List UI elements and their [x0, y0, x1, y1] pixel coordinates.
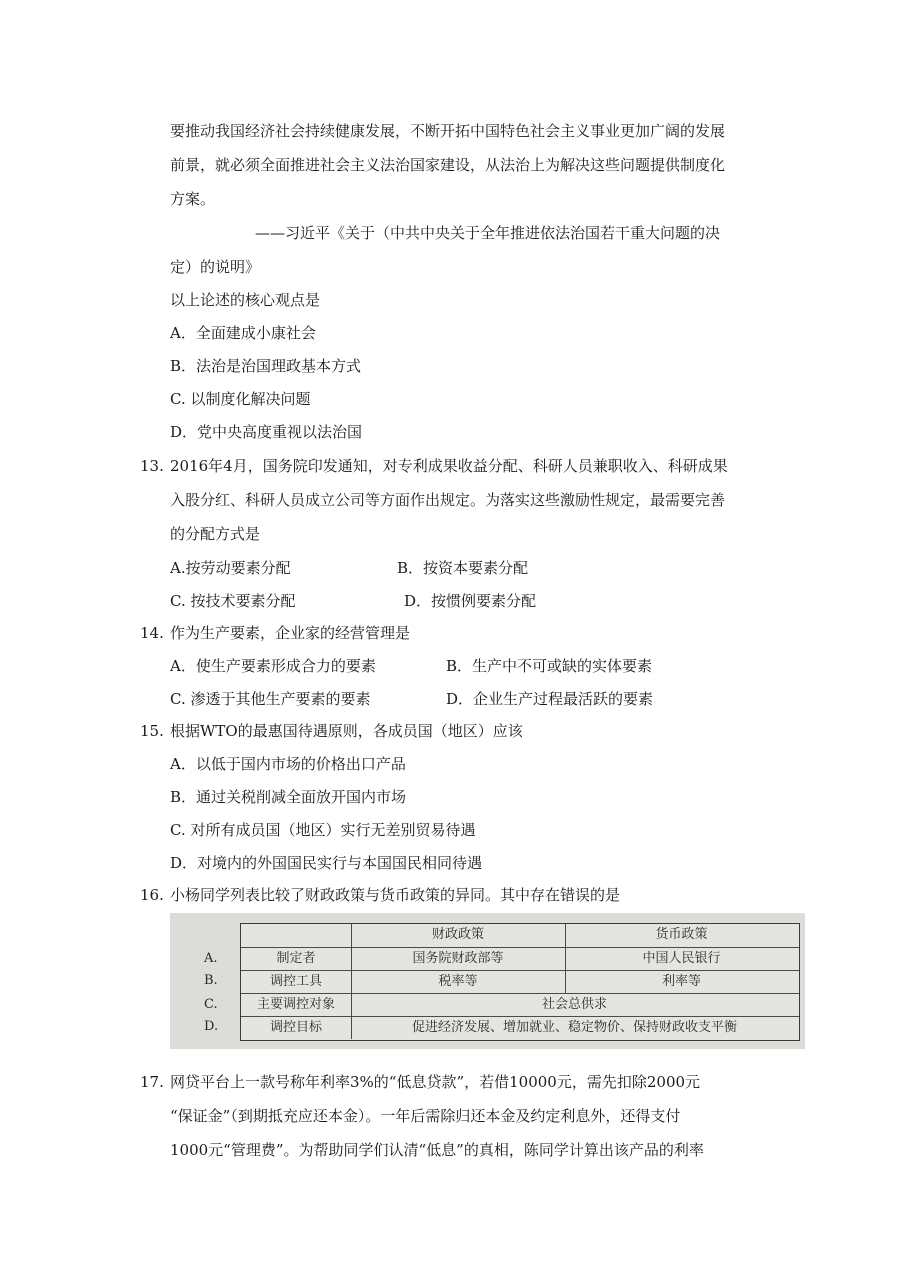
- q14-option-c: C. 渗透于其他生产要素的要素: [170, 690, 371, 708]
- question-12-stem: 以上论述的核心观点是: [170, 291, 321, 309]
- intro-line-1: 要推动我国经济社会持续健康发展，不断开拓中国特色社会主义事业更加广阔的发展: [170, 122, 726, 140]
- table-option-letters: [170, 913, 240, 1049]
- quote-source-line-1: ——习近平《关于（中共中央关于全年推进依法治国若干重大问题的决: [255, 224, 721, 242]
- table-cell-label: 制定者: [276, 951, 316, 966]
- table-row-tools: [241, 970, 799, 993]
- q12-option-b: B．法治是治国理政基本方式: [170, 357, 362, 375]
- quote-source-line-2: 定）的说明》: [170, 258, 261, 276]
- question-15-stem: 根据WTO的最惠国待遇原则，各成员国（地区）应该: [170, 722, 523, 740]
- question-13-line-1: 2016年4月，国务院印发通知，对专利成果收益分配、科研人员兼职收入、科研成果: [170, 457, 728, 475]
- table-letter-d: D.: [204, 1019, 219, 1034]
- question-13-line-3: 的分配方式是: [170, 525, 261, 543]
- q15-option-d: D．对境内的外国国民实行与本国国民相同待遇: [170, 854, 483, 872]
- table-row-target: [241, 993, 799, 1016]
- table-row-maker: [241, 947, 799, 970]
- question-17-number: 17.: [140, 1073, 164, 1091]
- table-header-fiscal: 财政政策: [431, 927, 484, 942]
- q12-option-c: C. 以制度化解决问题: [170, 390, 311, 408]
- table-letter-b: B.: [204, 973, 218, 988]
- table-header-row: [241, 924, 799, 947]
- question-17-line-2: “保证金”（到期抵充应还本金）。一年后需除归还本金及约定利息外，还得支付: [170, 1107, 681, 1125]
- table-cell-fiscal: 税率等: [438, 974, 478, 989]
- question-13-number: 13.: [140, 457, 164, 475]
- table-header-empty: [241, 924, 351, 947]
- table-divider: [565, 924, 566, 993]
- q12-option-d: D．党中央高度重视以法治国: [170, 423, 363, 441]
- question-14-stem: 作为生产要素，企业家的经营管理是: [170, 624, 411, 642]
- table-cell-label: 调控目标: [269, 1020, 322, 1035]
- table-divider: [351, 924, 352, 1039]
- question-17-line-3: 1000元“管理费”。为帮助同学们认清“低息”的真相，陈同学计算出该产品的利率: [170, 1141, 704, 1159]
- q14-option-a: A．使生产要素形成合力的要素: [170, 657, 376, 675]
- question-16-stem: 小杨同学列表比较了财政政策与货币政策的异同。其中存在错误的是: [170, 886, 621, 904]
- question-17-line-1: 网贷平台上一款号称年利率3%的“低息贷款”，若借10000元，需先扣除2000元: [170, 1073, 701, 1091]
- q15-option-b: B．通过关税削减全面放开国内市场: [170, 788, 407, 806]
- table-letter-a: A.: [204, 951, 218, 966]
- policy-comparison-table: [240, 923, 800, 1041]
- policy-comparison-table-image: [170, 913, 805, 1049]
- q13-option-c: C. 按技术要素分配: [170, 592, 296, 610]
- table-cell-merged: 促进经济发展、增加就业、稳定物价、保持财政收支平衡: [411, 1020, 737, 1035]
- question-16-number: 16.: [140, 886, 164, 904]
- table-letter-c: C.: [204, 997, 218, 1012]
- q12-option-a: A．全面建成小康社会: [170, 324, 316, 342]
- table-header-monetary: 货币政策: [655, 927, 708, 942]
- question-13-line-2: 入股分红、科研人员成立公司等方面作出规定。为落实这些激励性规定，最需要完善: [170, 491, 726, 509]
- q14-option-b: B．生产中不可或缺的实体要素: [446, 657, 653, 675]
- q15-option-a: A．以低于国内市场的价格出口产品: [170, 755, 406, 773]
- q13-option-b: B．按资本要素分配: [397, 559, 529, 577]
- table-cell-monetary: 利率等: [661, 974, 701, 989]
- table-cell-fiscal: 国务院财政部等: [412, 951, 504, 966]
- intro-line-3: 方案。: [170, 190, 216, 208]
- table-cell-monetary: 中国人民银行: [642, 951, 721, 966]
- q15-option-c: C. 对所有成员国（地区）实行无差别贸易待遇: [170, 821, 476, 839]
- q13-option-a: A.按劳动要素分配: [170, 559, 291, 577]
- question-15-number: 15.: [140, 722, 164, 740]
- q13-option-d: D．按惯例要素分配: [404, 592, 537, 610]
- question-14-number: 14.: [140, 624, 164, 642]
- table-row-goal: [241, 1016, 799, 1039]
- q14-option-d: D．企业生产过程最活跃的要素: [446, 690, 654, 708]
- table-cell-label: 主要调控对象: [256, 997, 335, 1012]
- table-cell-label: 调控工具: [269, 974, 322, 989]
- table-cell-merged: 社会总供求: [541, 997, 607, 1012]
- intro-line-2: 前景，就必须全面推进社会主义法治国家建设，从法治上为解决这些问题提供制度化: [170, 156, 726, 174]
